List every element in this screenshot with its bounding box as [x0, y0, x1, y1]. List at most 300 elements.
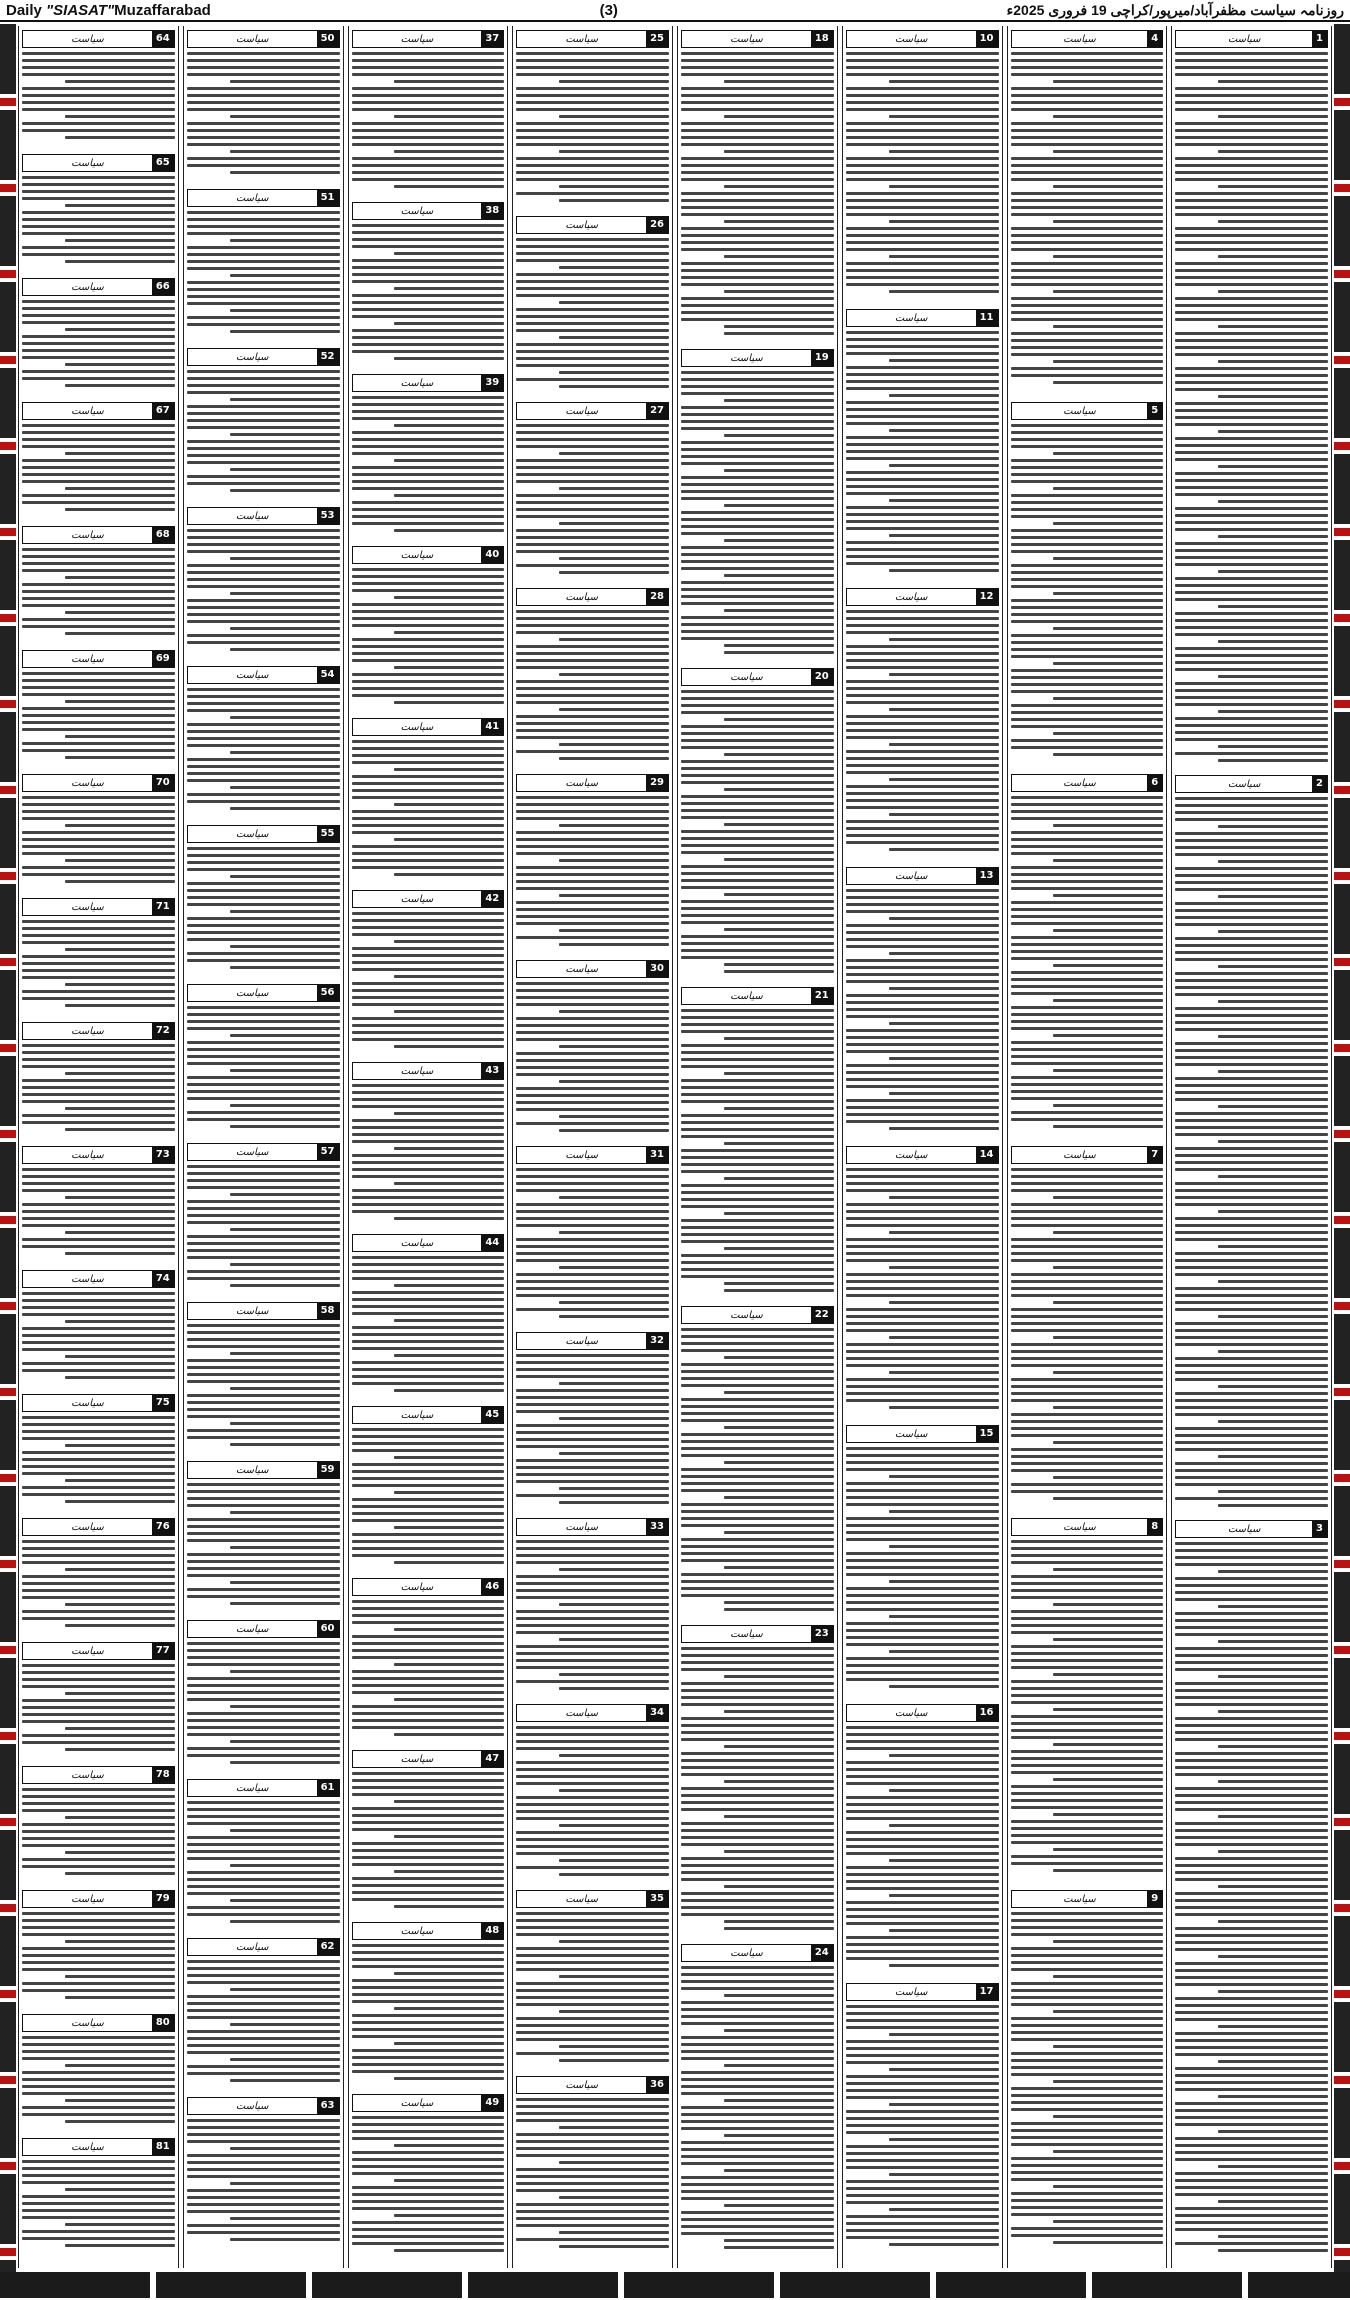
text-line	[22, 1058, 175, 1061]
text-line	[681, 1163, 834, 1166]
text-line	[352, 1951, 505, 1954]
notice-number: 8	[1147, 1519, 1162, 1535]
text-line	[352, 438, 505, 441]
text-line	[516, 1582, 669, 1585]
text-line	[187, 1574, 340, 1577]
text-line	[22, 2174, 175, 2177]
text-line	[22, 445, 175, 448]
text-line	[1011, 1715, 1164, 1718]
text-line	[846, 143, 999, 146]
text-line	[516, 866, 669, 869]
text-line	[1053, 732, 1163, 735]
text-line	[516, 329, 669, 332]
text-line	[352, 926, 505, 929]
text-line	[846, 1245, 999, 1248]
text-line	[352, 1256, 505, 1259]
text-line	[22, 1044, 175, 1047]
text-line	[681, 283, 834, 286]
text-line	[516, 624, 669, 627]
text-line	[681, 1682, 834, 1685]
text-line	[1011, 1427, 1164, 1430]
text-line	[724, 2099, 834, 2102]
text-line	[681, 1023, 834, 1026]
text-line	[559, 2196, 669, 2199]
text-line	[187, 2002, 340, 2005]
text-line	[352, 1477, 505, 1480]
text-line	[724, 970, 834, 973]
text-line	[187, 1497, 340, 1500]
notice-label: سیاست	[71, 1149, 104, 1161]
text-line	[187, 1366, 340, 1369]
text-line	[846, 1901, 999, 1904]
notice-number: 75	[152, 1395, 174, 1411]
text-line	[1011, 1912, 1164, 1915]
text-line	[846, 1064, 999, 1067]
text-line	[352, 2123, 505, 2126]
text-line	[681, 241, 834, 244]
text-line	[846, 2054, 999, 2057]
text-line	[352, 866, 505, 869]
notice-label: سیاست	[1063, 777, 1096, 789]
text-line	[846, 2187, 999, 2190]
text-line	[724, 823, 834, 826]
text-line	[516, 1838, 669, 1841]
text-line	[1175, 881, 1328, 884]
notice-tag	[846, 1983, 999, 2001]
text-line	[681, 206, 834, 209]
text-line	[1175, 2172, 1328, 2175]
text-line	[1053, 2115, 1163, 2118]
text-line	[516, 1294, 669, 1297]
text-line	[65, 2064, 175, 2067]
text-line	[1175, 668, 1328, 671]
notice-label: سیاست	[400, 33, 434, 45]
text-line	[394, 2144, 504, 2147]
text-line	[724, 2134, 834, 2137]
text-line	[22, 1238, 175, 1241]
text-line	[22, 618, 175, 621]
text-line	[1011, 655, 1164, 658]
text-line	[394, 252, 504, 255]
text-line	[394, 768, 504, 771]
text-line	[1175, 1203, 1328, 1206]
text-line	[889, 290, 999, 293]
text-line	[681, 455, 834, 458]
text-line	[1218, 1745, 1328, 1748]
text-line	[352, 2014, 505, 2017]
text-line	[1053, 1603, 1163, 1606]
text-line	[1011, 508, 1164, 511]
text-line	[1011, 178, 1164, 181]
footer-strip	[0, 2272, 1350, 2298]
text-line	[352, 1291, 505, 1294]
notice-text-block	[187, 370, 340, 492]
notice-item	[352, 30, 505, 194]
text-line	[846, 492, 999, 495]
notice-text-block	[516, 796, 669, 946]
text-line	[681, 136, 834, 139]
text-line	[187, 143, 340, 146]
text-line	[516, 1610, 669, 1613]
text-line	[187, 295, 340, 298]
text-line	[1011, 2213, 1164, 2216]
text-line	[1011, 1561, 1164, 1564]
notice-item	[846, 309, 999, 580]
masthead-city: Muzaffarabad	[114, 1, 211, 19]
text-line	[352, 1189, 505, 1192]
text-line	[724, 469, 834, 472]
notice-tag	[681, 987, 834, 1005]
text-line	[1175, 626, 1328, 629]
text-line	[352, 954, 505, 957]
text-line	[230, 1387, 340, 1390]
notice-number: 48	[481, 1923, 503, 1939]
text-line	[1011, 1203, 1164, 1206]
text-line	[1011, 1308, 1164, 1311]
text-line	[352, 1277, 505, 1280]
text-line	[352, 1726, 505, 1729]
text-line	[846, 1747, 999, 1750]
text-line	[352, 1498, 505, 1501]
text-line	[1011, 1245, 1164, 1248]
text-line	[889, 2068, 999, 2071]
text-line	[681, 1233, 834, 1236]
text-line	[65, 1196, 175, 1199]
text-line	[681, 1738, 834, 1741]
text-line	[22, 920, 175, 923]
text-line	[681, 809, 834, 812]
text-line	[1011, 1799, 1164, 1802]
notice-item	[516, 1332, 669, 1510]
text-line	[846, 87, 999, 90]
text-line	[681, 1696, 834, 1699]
notice-label: سیاست	[565, 1335, 598, 1347]
text-line	[846, 387, 999, 390]
text-line	[681, 2106, 834, 2109]
text-line	[22, 749, 175, 752]
text-line	[846, 1350, 999, 1353]
text-line	[1011, 2108, 1164, 2111]
text-line	[846, 1880, 999, 1883]
text-line	[681, 108, 834, 111]
text-line	[187, 1560, 340, 1563]
notice-label: سیاست	[730, 33, 763, 45]
text-line	[22, 1217, 175, 1220]
text-line	[22, 1051, 175, 1054]
text-line	[394, 1112, 504, 1115]
notice-label: سیاست	[565, 1521, 598, 1533]
text-line	[1053, 1301, 1163, 1304]
text-line	[889, 569, 999, 572]
notice-text-block	[352, 224, 505, 360]
notice-text-block	[681, 1966, 834, 2249]
text-line	[187, 2196, 340, 2199]
text-line	[1218, 430, 1328, 433]
text-line	[724, 2029, 834, 2032]
text-line	[352, 782, 505, 785]
text-line	[230, 1602, 340, 1605]
text-line	[846, 136, 999, 139]
text-line	[846, 2082, 999, 2085]
notice-tag	[846, 588, 999, 606]
text-line	[1175, 171, 1328, 174]
text-line	[187, 613, 340, 616]
text-line	[352, 515, 505, 518]
notice-number: 20	[811, 669, 833, 685]
notice-text-block	[352, 396, 505, 532]
text-line	[1175, 1196, 1328, 1199]
notice-tag	[681, 1306, 834, 1324]
text-line	[394, 1045, 504, 1048]
text-line	[1011, 831, 1164, 834]
text-line	[559, 1603, 669, 1606]
text-line	[1011, 480, 1164, 483]
text-line	[22, 122, 175, 125]
text-line	[516, 1238, 669, 1241]
text-line	[1175, 1063, 1328, 1066]
notice-text-block	[187, 1324, 340, 1446]
text-line	[65, 1231, 175, 1234]
text-line	[681, 1857, 834, 1860]
text-line	[187, 2231, 340, 2234]
notice-text-block	[846, 331, 999, 572]
text-line	[1175, 1556, 1328, 1559]
text-line	[516, 1122, 669, 1125]
notice-tag	[22, 30, 175, 48]
text-line	[559, 1315, 669, 1318]
notice-item	[22, 1394, 175, 1510]
text-line	[681, 595, 834, 598]
text-line	[230, 468, 340, 471]
notice-number: 79	[152, 1891, 174, 1907]
text-line	[352, 1856, 505, 1859]
text-line	[559, 1940, 669, 1943]
text-line	[1175, 717, 1328, 720]
text-line	[1011, 1378, 1164, 1381]
notice-number: 3	[1312, 1521, 1327, 1537]
text-line	[681, 490, 834, 493]
text-line	[187, 2224, 340, 2227]
text-line	[187, 1525, 340, 1528]
text-line	[22, 941, 175, 944]
text-line	[516, 1287, 669, 1290]
text-line	[846, 1810, 999, 1813]
text-line	[846, 1573, 999, 1576]
text-line	[846, 213, 999, 216]
text-line	[846, 52, 999, 55]
text-line	[65, 2099, 175, 2102]
text-line	[1011, 2094, 1164, 2097]
text-line	[187, 1429, 340, 1432]
notice-tag	[516, 960, 669, 978]
text-line	[1011, 1448, 1164, 1451]
text-line	[1011, 248, 1164, 251]
notice-tag	[516, 1518, 669, 1536]
text-line	[516, 631, 669, 634]
notice-tag	[352, 1578, 505, 1596]
text-line	[1011, 1076, 1164, 1079]
notice-tag	[22, 2014, 175, 2032]
text-line	[846, 2229, 999, 2232]
text-line	[352, 1368, 505, 1371]
notice-label: سیاست	[565, 33, 598, 45]
text-line	[1011, 1097, 1164, 1100]
text-line	[1175, 2158, 1328, 2161]
text-line	[559, 1196, 669, 1199]
text-line	[516, 1810, 669, 1813]
text-line	[846, 1280, 999, 1283]
notice-tag	[1011, 30, 1164, 48]
text-line	[681, 1016, 834, 1019]
notice-text-block	[22, 1292, 175, 1379]
text-line	[230, 716, 340, 719]
text-line	[1175, 598, 1328, 601]
masthead-left	[6, 2, 211, 19]
text-line	[846, 520, 999, 523]
text-line	[846, 1113, 999, 1116]
text-line	[516, 245, 669, 248]
notice-item	[187, 1620, 340, 1771]
text-line	[1175, 1808, 1328, 1811]
text-line	[559, 571, 669, 574]
text-line	[516, 2119, 669, 2122]
text-line	[846, 652, 999, 655]
text-line	[1175, 1612, 1328, 1615]
text-line	[889, 394, 999, 397]
text-line	[1053, 1778, 1163, 1781]
text-line	[65, 1872, 175, 1875]
text-line	[230, 875, 340, 878]
text-line	[352, 1305, 505, 1308]
text-line	[846, 1622, 999, 1625]
text-line	[187, 232, 340, 235]
text-line	[352, 831, 505, 834]
text-line	[394, 1526, 504, 1529]
text-line	[516, 694, 669, 697]
text-line	[516, 1624, 669, 1627]
text-line	[1175, 451, 1328, 454]
text-line	[352, 2207, 505, 2210]
text-line	[352, 501, 505, 504]
text-line	[1011, 2066, 1164, 2069]
text-line	[65, 2223, 175, 2226]
notice-number: 23	[811, 1626, 833, 1642]
text-line	[352, 1270, 505, 1273]
notice-text-block	[681, 1328, 834, 1611]
text-line	[681, 774, 834, 777]
text-line	[889, 1231, 999, 1234]
text-line	[681, 143, 834, 146]
text-line	[22, 1348, 175, 1351]
text-line	[1011, 227, 1164, 230]
text-line	[1053, 487, 1163, 490]
text-line	[516, 803, 669, 806]
notice-number: 62	[317, 1939, 339, 1955]
text-line	[681, 1030, 834, 1033]
text-line	[65, 1851, 175, 1854]
text-line	[352, 2028, 505, 2031]
text-line	[516, 1803, 669, 1806]
text-line	[1175, 437, 1328, 440]
text-line	[1175, 944, 1328, 947]
text-line	[352, 1126, 505, 1129]
notice-text-block	[681, 1647, 834, 1930]
text-line	[394, 2214, 504, 2217]
text-line	[724, 1675, 834, 1678]
text-line	[1175, 1878, 1328, 1881]
text-line	[187, 1165, 340, 1168]
notice-number: 10	[976, 31, 998, 47]
text-line	[187, 1483, 340, 1486]
text-line	[681, 2232, 834, 2235]
text-line	[352, 122, 505, 125]
text-line	[352, 2070, 505, 2073]
notice-tag	[22, 1642, 175, 1660]
text-line	[352, 1161, 505, 1164]
text-line	[230, 239, 340, 242]
notice-item	[352, 718, 505, 882]
text-line	[352, 452, 505, 455]
text-line	[516, 715, 669, 718]
text-line	[1011, 515, 1164, 518]
text-line	[516, 2003, 669, 2006]
notice-text-block	[22, 1540, 175, 1627]
text-line	[724, 788, 834, 791]
text-line	[1218, 825, 1328, 828]
text-line	[1175, 1308, 1328, 1311]
text-line	[846, 199, 999, 202]
text-line	[187, 2016, 340, 2019]
text-line	[1175, 1427, 1328, 1430]
text-line	[230, 1034, 340, 1037]
text-line	[724, 539, 834, 542]
text-line	[889, 1824, 999, 1827]
text-line	[1175, 101, 1328, 104]
notice-tag	[352, 1062, 505, 1080]
text-line	[1011, 957, 1164, 960]
text-line	[1218, 1420, 1328, 1423]
text-line	[1175, 1899, 1328, 1902]
text-line	[846, 1287, 999, 1290]
text-line	[22, 101, 175, 104]
text-line	[187, 1719, 340, 1722]
notice-tag	[352, 202, 505, 220]
text-line	[352, 1210, 505, 1213]
text-line	[352, 1312, 505, 1315]
text-line	[22, 1919, 175, 1922]
text-line	[1175, 1049, 1328, 1052]
notice-tag	[22, 402, 175, 420]
text-line	[681, 199, 834, 202]
text-line	[681, 844, 834, 847]
text-line	[22, 597, 175, 600]
text-line	[516, 59, 669, 62]
notice-tag	[187, 1938, 340, 1956]
text-line	[22, 742, 175, 745]
notice-tag	[1011, 774, 1164, 792]
text-line	[352, 1891, 505, 1894]
text-line	[1011, 1631, 1164, 1634]
text-line	[516, 1680, 669, 1683]
text-line	[1011, 880, 1164, 883]
text-line	[22, 1837, 175, 1840]
text-line	[187, 1871, 340, 1874]
text-line	[1053, 929, 1163, 932]
notice-number: 26	[646, 217, 668, 233]
text-line	[1011, 438, 1164, 441]
text-line	[1011, 1806, 1164, 1809]
text-line	[516, 1361, 669, 1364]
